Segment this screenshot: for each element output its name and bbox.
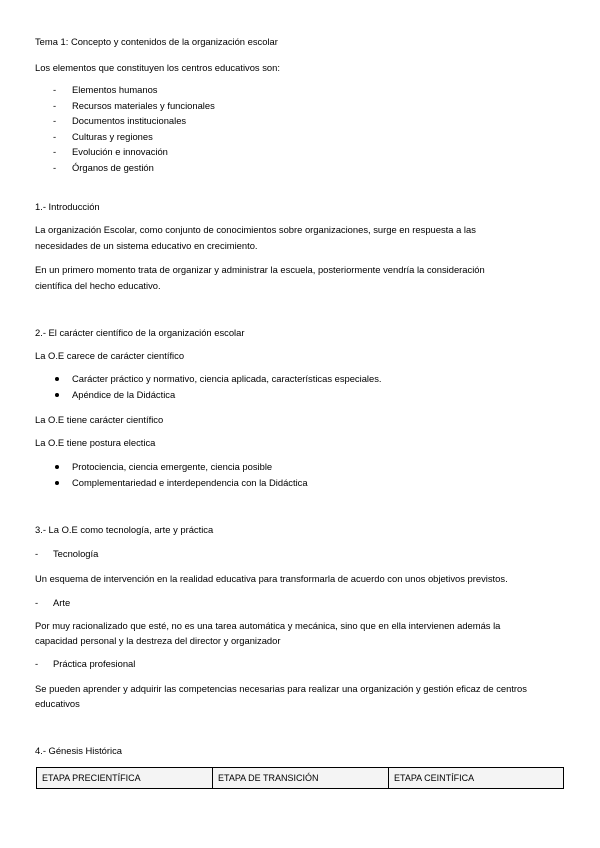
section-1-heading: 1.- Introducción — [35, 201, 100, 212]
paragraph-line: capacidad personal y la destreza del director y organizador — [35, 635, 281, 646]
dash-bullet: - — [35, 597, 39, 608]
table-cell: ETAPA CEINTÍFICA — [389, 768, 564, 789]
list-item: Evolución e innovación — [72, 146, 168, 157]
list-item: Elementos humanos — [72, 84, 158, 95]
section-4-heading: 4.- Génesis Histórica — [35, 745, 123, 756]
dash-bullet: - — [53, 100, 57, 111]
intro-text: Los elementos que constituyen los centros educativos son: — [35, 62, 280, 73]
list-item: Protociencia, ciencia emergente, ciencia posible — [72, 461, 273, 472]
paragraph-line: La O.E tiene carácter científico — [35, 414, 164, 425]
paragraph-line: necesidades de un sistema educativo en crecimiento. — [35, 240, 258, 251]
table-cell: ETAPA DE TRANSICIÓN — [213, 768, 389, 789]
dash-bullet: - — [53, 146, 57, 157]
dash-bullet: - — [53, 162, 57, 173]
list-item: Complementariedad e interdependencia con la Didáctica — [72, 477, 308, 488]
paragraph-line: La organización Escolar, como conjunto de conocimientos sobre organizaciones, surge en respuesta a las — [35, 224, 476, 235]
paragraph-line: educativos — [35, 698, 80, 709]
paragraph-line: La O.E tiene postura electica — [35, 437, 156, 448]
bullet-dot — [55, 481, 59, 485]
paragraph-line: Por muy racionalizado que esté, no es una tarea automática y mecánica, sino que en ella intervienen además la — [35, 620, 501, 631]
bullet-dot — [55, 393, 59, 397]
table-row — [37, 768, 564, 789]
dash-bullet: - — [35, 658, 39, 669]
subheading: Tecnología — [53, 548, 99, 559]
bullet-dot — [55, 465, 59, 469]
paragraph-line: Se pueden aprender y adquirir las competencias necesarias para realizar una organización y gestión eficaz de centros — [35, 683, 527, 694]
dash-bullet: - — [53, 84, 57, 95]
dash-bullet: - — [53, 115, 57, 126]
section-2-heading: 2.- El carácter científico de la organización escolar — [35, 327, 245, 338]
list-item: Documentos institucionales — [72, 115, 187, 126]
list-item: Órganos de gestión — [72, 162, 154, 173]
bullet-dot — [55, 377, 59, 381]
section-3-heading: 3.- La O.E como tecnología, arte y práctica — [35, 524, 214, 535]
list-item: Culturas y regiones — [72, 131, 153, 142]
table-cell: ETAPA PRECIENTÍFICA — [37, 768, 213, 789]
subheading: Práctica profesional — [53, 658, 136, 669]
stages-table — [36, 767, 564, 789]
paragraph-line: La O.E carece de carácter científico — [35, 350, 185, 361]
page-title: Tema 1: Concepto y contenidos de la organización escolar — [35, 36, 278, 47]
paragraph-line: Un esquema de intervención en la realidad educativa para transformarla de acuerdo con unos objetivos previstos. — [35, 573, 508, 584]
paragraph-line: científica del hecho educativo. — [35, 280, 161, 291]
subheading: Arte — [53, 597, 71, 608]
dash-bullet: - — [53, 131, 57, 142]
paragraph-line: En un primero momento trata de organizar y administrar la escuela, posteriormente vendría la consideración — [35, 264, 485, 275]
dash-bullet: - — [35, 548, 39, 559]
list-item: Recursos materiales y funcionales — [72, 100, 215, 111]
list-item: Carácter práctico y normativo, ciencia aplicada, características especiales. — [72, 373, 382, 384]
list-item: Apéndice de la Didáctica — [72, 389, 176, 400]
